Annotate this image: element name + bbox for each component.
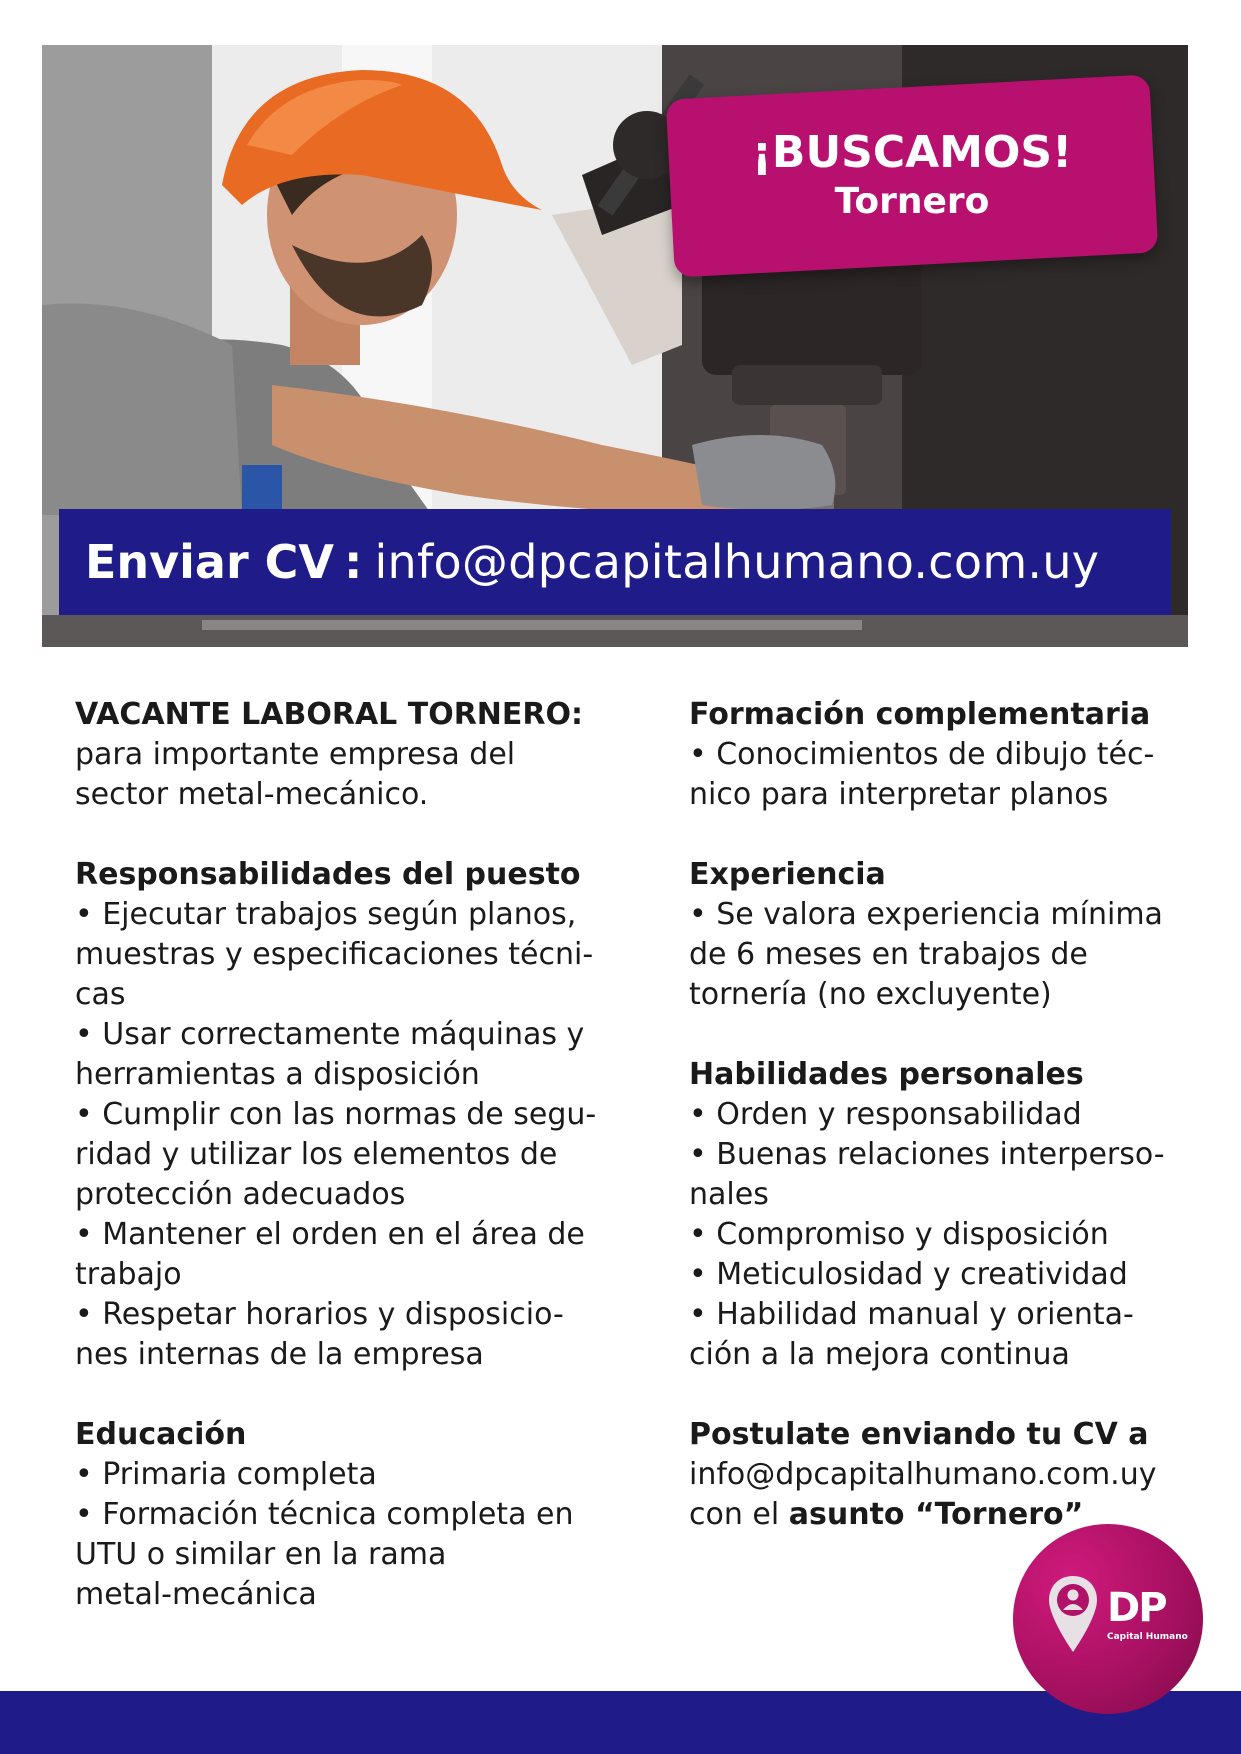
- experience-line: • Se valora experiencia mínima: [689, 897, 1163, 932]
- responsibility-line: • Cumplir con las normas de segu-: [75, 1097, 597, 1132]
- buscamos-subtitle: Tornero: [834, 181, 990, 222]
- skill-line: • Orden y responsabilidad: [689, 1097, 1082, 1132]
- logo-caption: Capital Humano: [1107, 1632, 1188, 1642]
- apply-subject-bold: asunto “Tornero”: [788, 1497, 1084, 1532]
- responsibility-line: cas: [75, 977, 126, 1012]
- education-section: [75, 1415, 615, 1615]
- buscamos-title: ¡BUSCAMOS!: [751, 127, 1073, 178]
- skill-line: • Meticulosidad y creatividad: [689, 1257, 1128, 1292]
- buscamos-text-block: [670, 127, 1154, 225]
- skills-title: Habilidades personales: [689, 1057, 1084, 1092]
- experience-line: tornería (no excluyente): [689, 977, 1052, 1012]
- skill-line: ción a la mejora continua: [689, 1337, 1070, 1372]
- apply-email-link[interactable]: info@dpcapitalhumano.com.uy: [689, 1457, 1157, 1492]
- responsibility-line: • Ejecutar trabajos según planos,: [75, 897, 577, 932]
- logo-dp-text: DP: [1107, 1585, 1166, 1631]
- dp-capital-humano-logo: [1013, 1524, 1203, 1714]
- training-section: [689, 695, 1179, 815]
- location-pin-person-icon: [1047, 1574, 1099, 1654]
- apply-section: [689, 1415, 1179, 1535]
- skill-line: • Compromiso y disposición: [689, 1217, 1109, 1252]
- responsibility-line: trabajo: [75, 1257, 182, 1292]
- responsibility-line: herramientas a disposición: [75, 1057, 480, 1092]
- responsibility-line: nes internas de la empresa: [75, 1337, 484, 1372]
- left-column: [75, 695, 615, 1655]
- experience-line: de 6 meses en trabajos de: [689, 937, 1088, 972]
- intro-title: VACANTE LABORAL TORNERO:: [75, 697, 583, 732]
- skill-line: • Buenas relaciones interperso-: [689, 1137, 1165, 1172]
- education-line: UTU o similar en la rama: [75, 1537, 447, 1572]
- right-column: [689, 695, 1179, 1575]
- training-line: • Conocimientos de dibujo téc-: [689, 737, 1155, 772]
- hero-photo-area: [42, 45, 1188, 647]
- training-title: Formación complementaria: [689, 697, 1151, 732]
- responsibility-line: • Usar correctamente máquinas y: [75, 1017, 585, 1052]
- skill-line: nales: [689, 1177, 769, 1212]
- responsibilities-title: Responsabilidades del puesto: [75, 857, 581, 892]
- education-line: • Primaria completa: [75, 1457, 377, 1492]
- send-cv-label: Enviar CV: [85, 535, 335, 589]
- skill-line: • Habilidad manual y orienta-: [689, 1297, 1134, 1332]
- responsibilities-section: [75, 855, 615, 1375]
- intro-line: para importante empresa del: [75, 737, 516, 772]
- experience-title: Experiencia: [689, 857, 886, 892]
- intro-section: [75, 695, 615, 815]
- responsibility-line: • Mantener el orden en el área de: [75, 1217, 585, 1252]
- responsibility-line: protección adecuados: [75, 1177, 406, 1212]
- footer-bar: [0, 1691, 1241, 1754]
- responsibility-line: • Respetar horarios y disposicio-: [75, 1297, 564, 1332]
- apply-subject-prefix: con el: [689, 1497, 780, 1532]
- apply-title: Postulate enviando tu CV a: [689, 1417, 1149, 1452]
- experience-section: [689, 855, 1179, 1015]
- education-line: metal-mecánica: [75, 1577, 317, 1612]
- responsibility-line: muestras y especificaciones técni-: [75, 937, 594, 972]
- intro-line: sector metal-mecánico.: [75, 777, 429, 812]
- education-line: • Formación técnica completa en: [75, 1497, 574, 1532]
- responsibility-line: ridad y utilizar los elementos de: [75, 1137, 558, 1172]
- send-cv-email-link[interactable]: info@dpcapitalhumano.com.uy: [374, 535, 1100, 589]
- skills-section: [689, 1055, 1179, 1375]
- training-line: nico para interpretar planos: [689, 777, 1109, 812]
- send-cv-separator: :: [344, 535, 363, 589]
- education-title: Educación: [75, 1417, 247, 1452]
- send-cv-banner: [59, 509, 1171, 615]
